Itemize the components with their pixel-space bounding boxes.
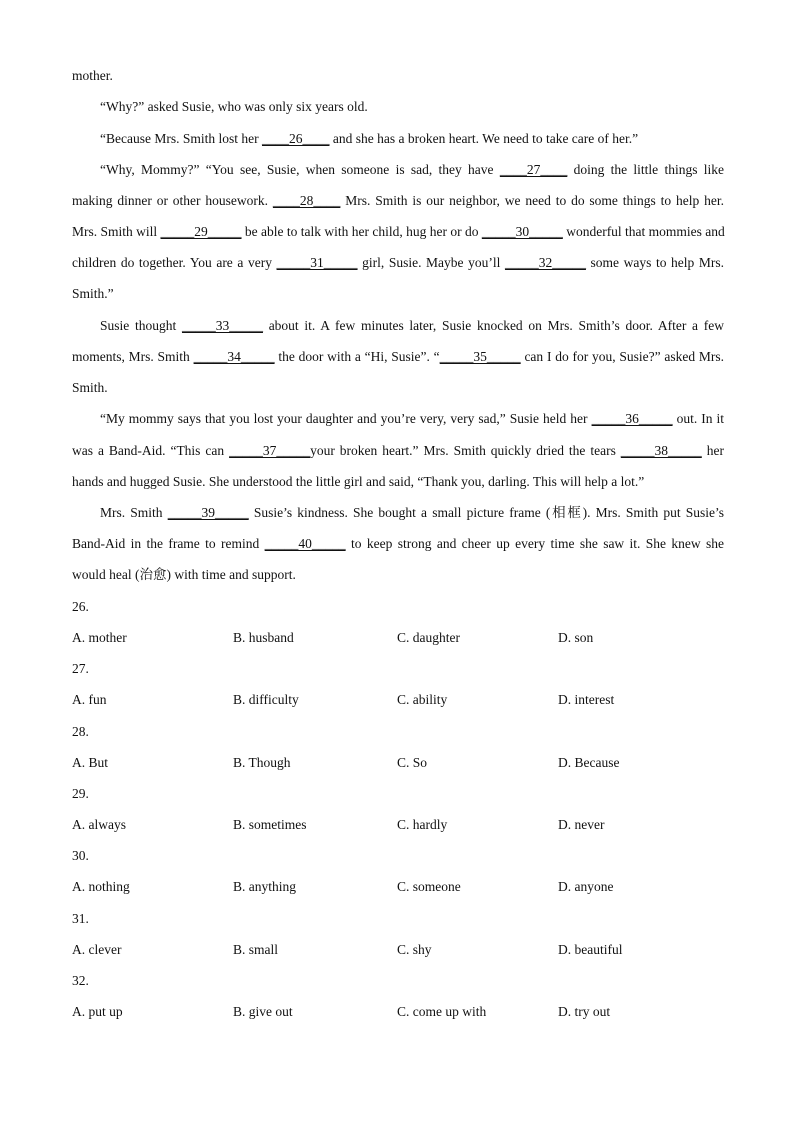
answer-option-c[interactable]: C. daughter <box>397 630 460 645</box>
answer-option-a[interactable]: A. put up <box>72 1003 123 1019</box>
question-number: 30. <box>72 848 89 864</box>
passage-text: be able to talk with her child, hug her or do <box>241 224 482 239</box>
question-number: 29. <box>72 785 89 801</box>
passage-text: children do together. You are a very <box>72 255 277 270</box>
passage-text: mother. <box>72 68 113 83</box>
passage-text: “Why?” asked Susie, who was only six years old. <box>100 99 368 114</box>
passage-text: about it. A few minutes later, Susie knocked on Mrs. Smith’s door. After a few <box>262 318 724 333</box>
answer-option-b[interactable]: B. Though <box>233 754 291 770</box>
answer-blank: _____33_____ <box>181 318 263 333</box>
passage-text: making dinner or other housework. <box>72 193 273 208</box>
answer-blank: _____36_____ <box>591 411 673 426</box>
passage-line <box>100 98 724 116</box>
passage-line <box>72 473 724 491</box>
answer-blank: _____35_____ <box>439 349 521 364</box>
passage-text: some ways to help Mrs. <box>585 255 724 270</box>
passage-line <box>72 67 724 85</box>
passage-line <box>100 504 724 522</box>
answer-blank: _____29_____ <box>160 224 242 239</box>
question-number: 26. <box>72 599 89 614</box>
answer-option-d[interactable]: D. Because <box>558 754 620 770</box>
passage-text: Susie’s kindness. She bought a small picture frame (相框). Mrs. Smith put Susie’s <box>248 505 724 520</box>
passage-text: to keep strong and cheer up every time she saw it. She knew she <box>345 536 725 551</box>
answer-option-d[interactable]: D. beautiful <box>558 941 623 957</box>
answer-option-b[interactable]: B. difficulty <box>233 692 299 708</box>
passage-text: doing the little things like <box>567 162 724 177</box>
answer-option-b[interactable]: B. husband <box>233 630 294 645</box>
answer-option-d[interactable]: D. try out <box>558 1003 611 1019</box>
passage-text: Smith. <box>72 380 108 395</box>
answer-option-c[interactable]: C. shy <box>397 941 432 957</box>
passage-line <box>100 410 724 428</box>
answer-blank: ____26____ <box>261 131 330 146</box>
passage-text: out. In it <box>672 411 724 426</box>
passage-text: Susie thought <box>100 318 182 333</box>
answer-option-c[interactable]: C. someone <box>397 879 461 895</box>
passage-line <box>72 442 724 460</box>
answer-option-d[interactable]: D. anyone <box>558 879 614 895</box>
answer-blank: ____27____ <box>499 162 568 177</box>
answer-blank: _____32_____ <box>504 255 586 270</box>
passage-text: moments, Mrs. Smith <box>72 349 194 364</box>
answer-option-c[interactable]: C. hardly <box>397 816 448 832</box>
answer-blank: _____39_____ <box>167 505 249 520</box>
question-number: 27. <box>72 661 89 677</box>
passage-line <box>100 130 724 148</box>
passage-text: and she has a broken heart. We need to take care of her.” <box>329 131 639 146</box>
answer-option-a[interactable]: A. fun <box>72 692 107 708</box>
passage-line <box>72 254 724 272</box>
passage-text: “My mommy says that you lost your daughter and you’re very, very sad,” Susie held her <box>100 411 592 426</box>
answer-blank: _____37_____ <box>229 443 311 458</box>
passage-text: the door with a “Hi, Susie”. “ <box>274 349 440 364</box>
passage-text: hands and hugged Susie. She understood the little girl and said, “Thank you, darling. This will help a lot.” <box>72 474 645 489</box>
answer-option-a[interactable]: A. clever <box>72 941 122 957</box>
answer-option-a[interactable]: A. always <box>72 816 126 832</box>
answer-option-d[interactable]: D. son <box>558 630 594 645</box>
passage-text: Mrs. Smith will <box>72 224 161 239</box>
passage-text: Mrs. Smith <box>100 505 168 520</box>
passage-text: your broken heart.” Mrs. Smith quickly dried the tears <box>310 443 621 458</box>
passage-line <box>72 566 724 584</box>
answer-option-a[interactable]: A. nothing <box>72 879 130 895</box>
question-number: 32. <box>72 972 89 988</box>
passage-text: Mrs. Smith is our neighbor, we need to do some things to help her. <box>340 193 724 208</box>
question-number: 28. <box>72 723 89 739</box>
answer-blank: _____40_____ <box>264 536 346 551</box>
answer-blank: _____30_____ <box>481 224 563 239</box>
passage-text: “Because Mrs. Smith lost her <box>100 131 262 146</box>
answer-blank: _____31_____ <box>276 255 358 270</box>
passage-text: can I do for you, Susie?” asked Mrs. <box>520 349 725 364</box>
answer-option-a[interactable]: A. mother <box>72 630 127 645</box>
passage-text: her <box>701 443 724 458</box>
answer-blank: _____34_____ <box>193 349 275 364</box>
passage-line <box>100 161 724 179</box>
answer-blank: _____38_____ <box>620 443 702 458</box>
passage-text: Smith.” <box>72 286 114 301</box>
passage-text: wonderful that mommies and <box>562 224 725 239</box>
answer-option-c[interactable]: C. ability <box>397 692 448 708</box>
passage-line <box>72 223 724 241</box>
passage-line <box>72 379 724 397</box>
answer-option-b[interactable]: B. sometimes <box>233 816 307 832</box>
passage-line <box>72 535 724 553</box>
passage-text: Band-Aid in the frame to remind <box>72 536 265 551</box>
answer-option-a[interactable]: A. But <box>72 754 109 770</box>
passage-text: girl, Susie. Maybe you’ll <box>357 255 505 270</box>
passage-line <box>72 192 724 210</box>
answer-option-b[interactable]: B. give out <box>233 1003 293 1019</box>
question-number: 31. <box>72 910 89 926</box>
answer-option-d[interactable]: D. interest <box>558 692 615 708</box>
answer-option-c[interactable]: C. So <box>397 754 428 770</box>
passage-text: was a Band-Aid. “This can <box>72 443 230 458</box>
passage-line <box>72 348 724 366</box>
answer-option-c[interactable]: C. come up with <box>397 1003 487 1019</box>
answer-blank: ____28____ <box>272 193 341 208</box>
passage-text: “Why, Mommy?” “You see, Susie, when someone is sad, they have <box>100 162 500 177</box>
passage-line <box>72 285 724 303</box>
passage-text: would heal (治愈) with time and support. <box>72 567 296 582</box>
answer-option-d[interactable]: D. never <box>558 816 605 832</box>
passage-line <box>100 317 724 335</box>
answer-option-b[interactable]: B. small <box>233 941 279 957</box>
answer-option-b[interactable]: B. anything <box>233 879 296 895</box>
